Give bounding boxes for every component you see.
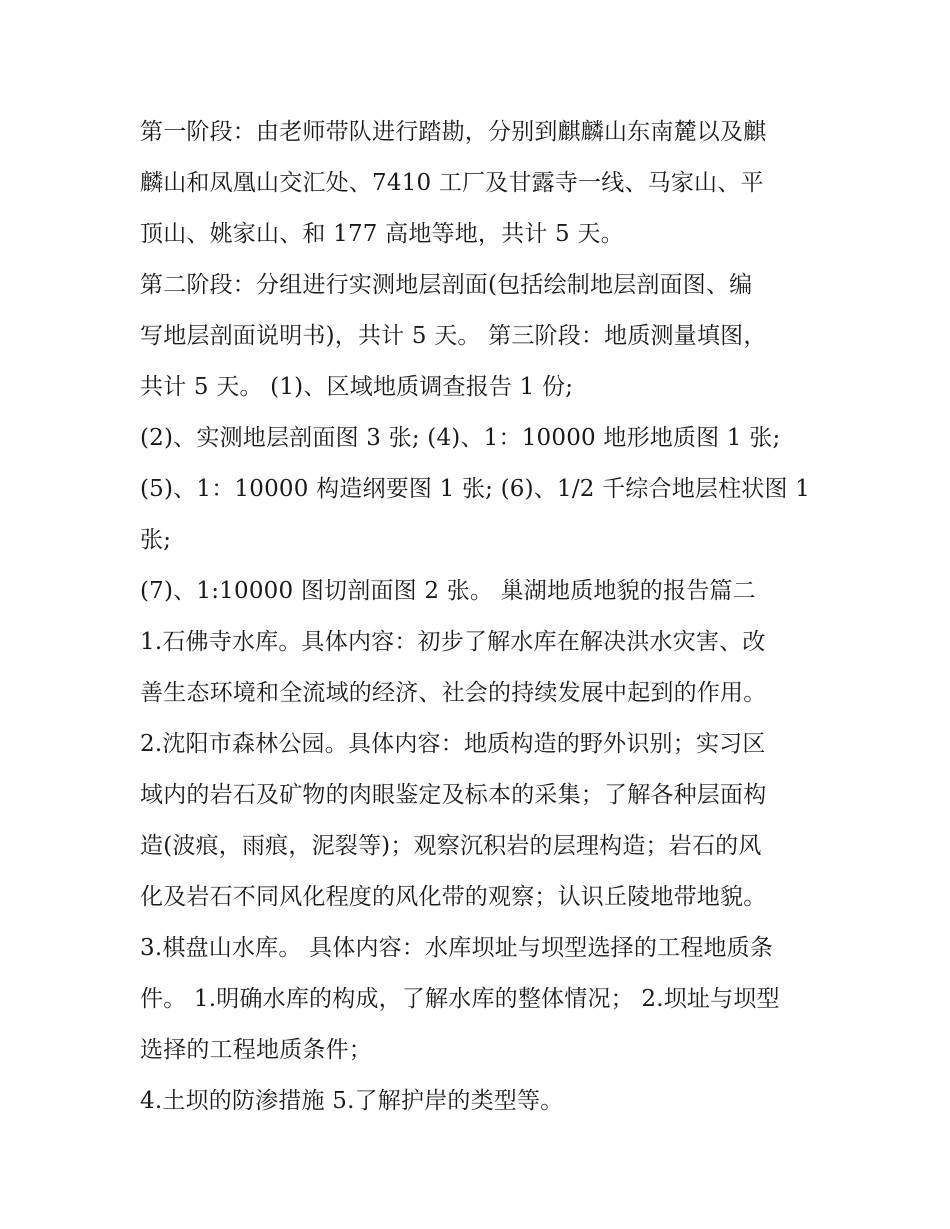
text-line: 2.沈阳市森林公园。具体内容：地质构造的野外识别；实习区 bbox=[140, 731, 766, 757]
text-line: 第一阶段：由老师带队进行踏勘，分别到麒麟山东南麓以及麒 bbox=[140, 119, 767, 145]
text-line: 4.土坝的防渗措施 5.了解护岸的类型等。 bbox=[140, 1088, 564, 1114]
text-line: 第二阶段：分组进行实测地层剖面(包括绘制地层剖面图、编 bbox=[140, 272, 753, 298]
text-line: (2)、实测地层剖面图 3 张; (4)、1：10000 地形地质图 1 张; bbox=[140, 425, 781, 451]
document-body bbox=[140, 107, 820, 1127]
text-line: 造(波痕，雨痕，泥裂等)；观察沉积岩的层理构造；岩石的风 bbox=[140, 833, 762, 859]
text-line: 域内的岩石及矿物的肉眼鉴定及标本的采集；了解各种层面构 bbox=[140, 782, 767, 808]
text-line: 张; bbox=[140, 527, 172, 553]
text-line: 顶山、姚家山、和 177 高地等地，共计 5 天。 bbox=[140, 221, 624, 247]
text-line: 1.石佛寺水库。具体内容：初步了解水库在解决洪水灾害、改 bbox=[140, 629, 766, 655]
text-line: 化及岩石不同风化程度的风化带的观察；认识丘陵地带地貌。 bbox=[140, 884, 767, 910]
text-line: 写地层剖面说明书)，共计 5 天。 第三阶段：地质测量填图， bbox=[140, 323, 767, 349]
text-line: 选择的工程地质条件； bbox=[140, 1037, 372, 1063]
text-line: (5)、1：10000 构造纲要图 1 张; (6)、1/2 千综合地层柱状图 1 bbox=[140, 476, 811, 502]
text-line: (7)、1:10000 图切剖面图 2 张。 巢湖地质地貌的报告篇二 bbox=[140, 578, 756, 604]
text-line: 件。 1.明确水库的构成，了解水库的整体情况； 2.坝址与坝型 bbox=[140, 986, 780, 1012]
text-line: 麟山和凤凰山交汇处、7410 工厂及甘露寺一线、马家山、平 bbox=[140, 170, 764, 196]
text-line: 善生态环境和全流域的经济、社会的持续发展中起到的作用。 bbox=[140, 680, 767, 706]
text-line: 3.棋盘山水库。 具体内容：水库坝址与坝型选择的工程地质条 bbox=[140, 935, 774, 961]
text-line: 共计 5 天。 (1)、区域地质调查报告 1 份; bbox=[140, 374, 574, 400]
